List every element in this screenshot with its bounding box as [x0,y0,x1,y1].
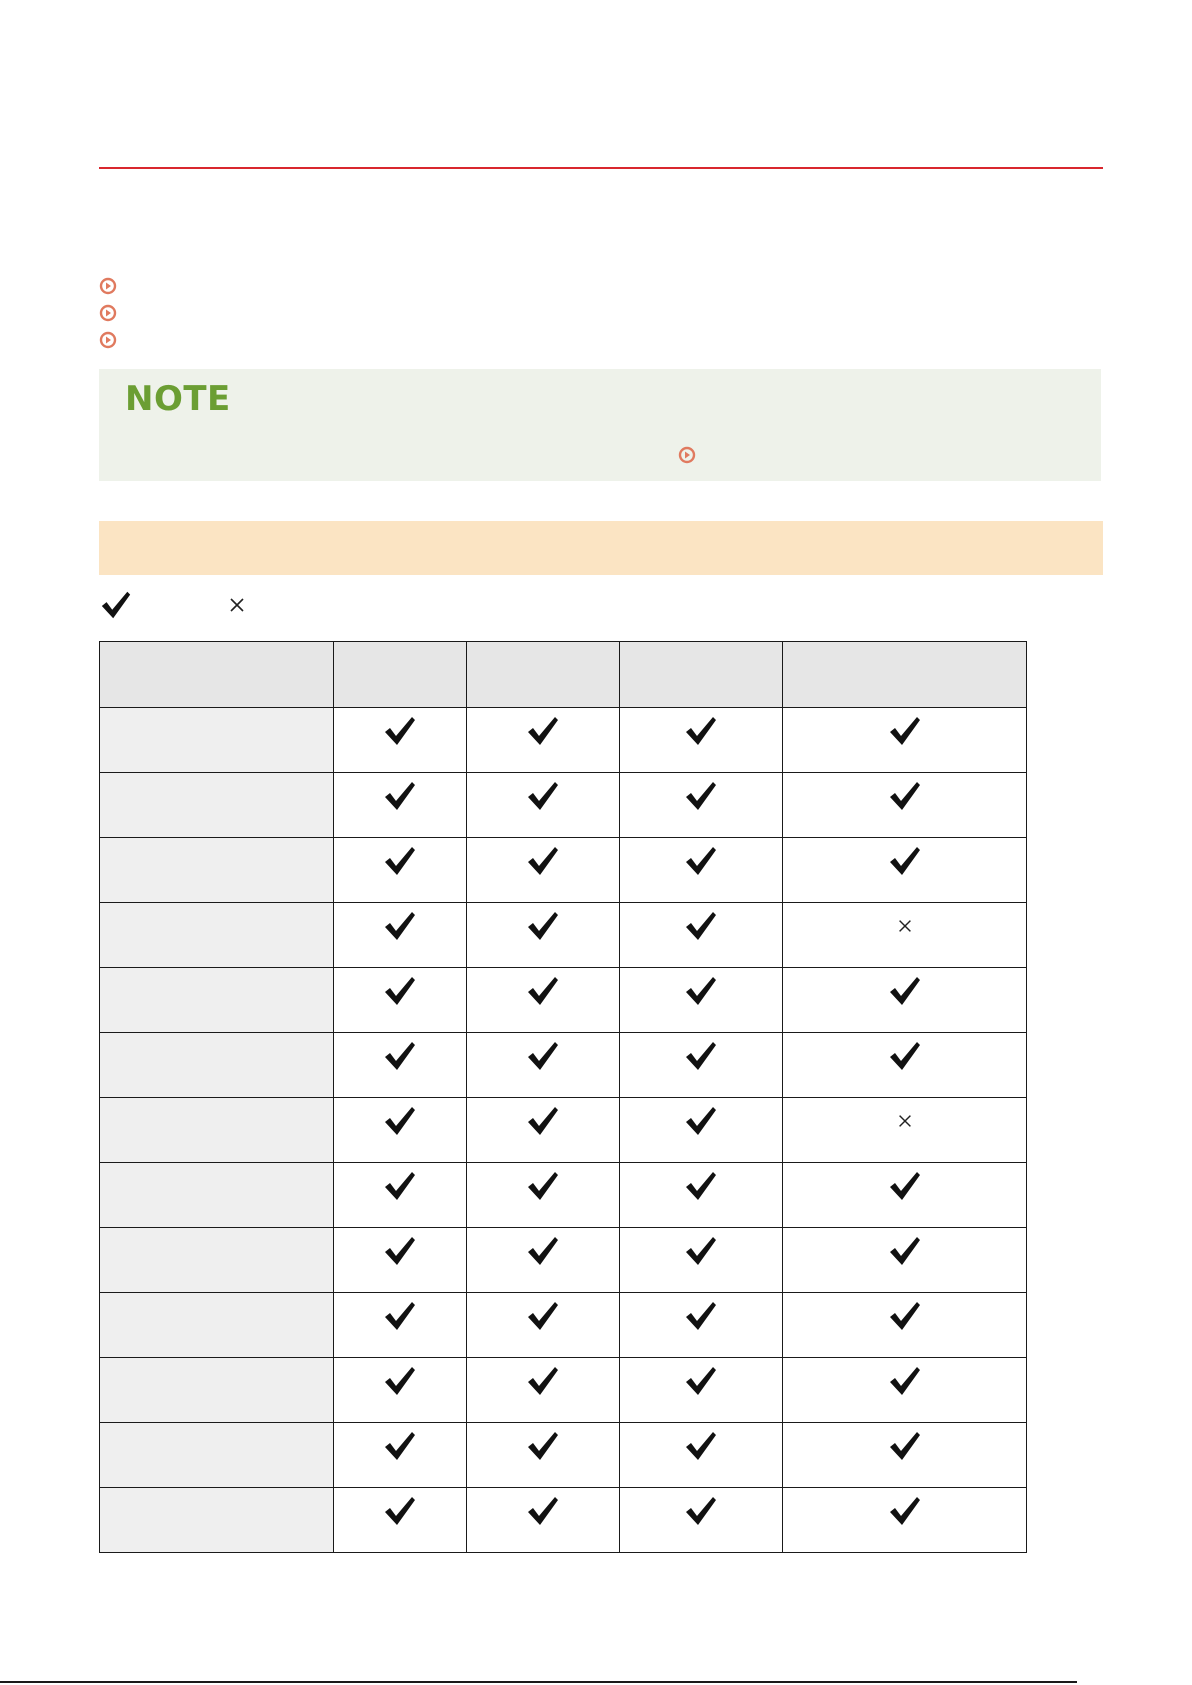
check-icon [683,1429,719,1463]
check-icon [525,1364,561,1398]
check-icon [887,844,923,878]
link-item[interactable] [99,272,117,299]
table-cell [334,1488,467,1553]
check-icon [382,909,418,943]
cross-icon [227,595,247,615]
table-cell [620,1033,783,1098]
table-row [100,1228,1027,1293]
check-icon [887,1494,923,1528]
table-cell [467,708,620,773]
check-icon [525,1494,561,1528]
row-label-cell [100,838,334,903]
column-header [100,642,334,708]
note-title: NOTE [125,379,231,419]
table-cell [783,1488,1027,1553]
circle-arrow-icon[interactable] [99,277,117,295]
check-icon [683,1494,719,1528]
check-icon [382,1429,418,1463]
row-label-cell [100,1358,334,1423]
check-icon [382,844,418,878]
table-row [100,708,1027,773]
check-icon [683,974,719,1008]
note-box [99,369,1101,481]
check-icon [382,1494,418,1528]
compatibility-table [99,641,1027,1553]
check-icon [683,1299,719,1333]
check-icon [683,1364,719,1398]
table-cell [467,968,620,1033]
table-cell [334,1358,467,1423]
table-cell [334,1423,467,1488]
table-row [100,1098,1027,1163]
check-icon [525,714,561,748]
table-cell [467,1228,620,1293]
table-row [100,773,1027,838]
check-icon [382,1299,418,1333]
check-icon [683,1039,719,1073]
table-row [100,1033,1027,1098]
check-icon [887,974,923,1008]
row-label-cell [100,1033,334,1098]
check-icon [887,1299,923,1333]
check-icon [887,714,923,748]
table-cell [467,903,620,968]
table-cell [783,1358,1027,1423]
table-cell [783,838,1027,903]
table-cell [620,1358,783,1423]
table-cell [620,1423,783,1488]
table-cell [783,1228,1027,1293]
check-icon [525,1039,561,1073]
check-icon [683,1104,719,1138]
table-header-row [100,642,1027,708]
table-cell [620,708,783,773]
table-cell [334,903,467,968]
table-cell [334,1293,467,1358]
column-header [783,642,1027,708]
table-cell [620,838,783,903]
check-icon [382,974,418,1008]
table-cell [334,708,467,773]
footer-rule [0,1681,1077,1683]
check-icon [525,844,561,878]
row-label-cell [100,968,334,1033]
table-cell [467,1163,620,1228]
check-icon [99,588,133,622]
row-label-cell [100,708,334,773]
row-label-cell [100,903,334,968]
check-icon [683,844,719,878]
table-cell [783,1423,1027,1488]
table-row [100,903,1027,968]
column-header [467,642,620,708]
table-row [100,838,1027,903]
check-icon [382,1364,418,1398]
table-cell [620,1098,783,1163]
table-cell [334,1228,467,1293]
link-list [99,272,117,353]
check-icon [382,1104,418,1138]
table-cell [620,1228,783,1293]
table-cell [334,1033,467,1098]
row-label-cell [100,1098,334,1163]
check-icon [887,1039,923,1073]
table-cell [783,708,1027,773]
cross-icon [896,1112,914,1130]
header-rule [99,167,1103,169]
table-cell [334,1163,467,1228]
table-cell [783,968,1027,1033]
column-header [620,642,783,708]
section-heading-band [99,521,1103,575]
table-cell [467,1488,620,1553]
row-label-cell [100,1163,334,1228]
table-row [100,1163,1027,1228]
table-cell [783,903,1027,968]
table-cell [467,1098,620,1163]
check-icon [525,1169,561,1203]
table-cell [467,1033,620,1098]
table-cell [467,838,620,903]
table-cell [620,1293,783,1358]
check-icon [525,974,561,1008]
table-cell [620,773,783,838]
row-label-cell [100,1423,334,1488]
row-label-cell [100,1228,334,1293]
table-cell [334,773,467,838]
check-icon [887,1429,923,1463]
table-cell [467,1423,620,1488]
circle-arrow-icon[interactable] [678,446,696,464]
table-row [100,1488,1027,1553]
check-icon [683,1234,719,1268]
check-icon [525,909,561,943]
table-row [100,1358,1027,1423]
table-cell [620,903,783,968]
link-item[interactable] [99,326,117,353]
check-icon [525,1299,561,1333]
circle-arrow-icon[interactable] [99,331,117,349]
table-row [100,1423,1027,1488]
check-icon [683,1169,719,1203]
table-cell [467,773,620,838]
row-label-cell [100,1293,334,1358]
link-item[interactable] [99,299,117,326]
table-row [100,1293,1027,1358]
table-cell [783,1163,1027,1228]
table-row [100,968,1027,1033]
table-cell [334,838,467,903]
check-icon [382,1039,418,1073]
table-cell [467,1293,620,1358]
check-icon [683,909,719,943]
row-label-cell [100,1488,334,1553]
table-cell [467,1358,620,1423]
check-icon [525,1234,561,1268]
table-cell [620,1488,783,1553]
check-icon [382,714,418,748]
table-cell [620,1163,783,1228]
check-icon [887,1169,923,1203]
table-cell [620,968,783,1033]
row-label-cell [100,773,334,838]
table-cell [783,773,1027,838]
column-header [334,642,467,708]
check-icon [382,1169,418,1203]
check-icon [525,1104,561,1138]
table-cell [334,968,467,1033]
table-cell [334,1098,467,1163]
check-icon [683,779,719,813]
table-cell [783,1293,1027,1358]
circle-arrow-icon[interactable] [99,304,117,322]
check-icon [683,714,719,748]
check-icon [525,1429,561,1463]
check-icon [887,1364,923,1398]
check-icon [382,1234,418,1268]
check-icon [382,779,418,813]
cross-icon [896,917,914,935]
table-cell [783,1033,1027,1098]
check-icon [887,779,923,813]
check-icon [887,1234,923,1268]
check-icon [525,779,561,813]
table-cell [783,1098,1027,1163]
